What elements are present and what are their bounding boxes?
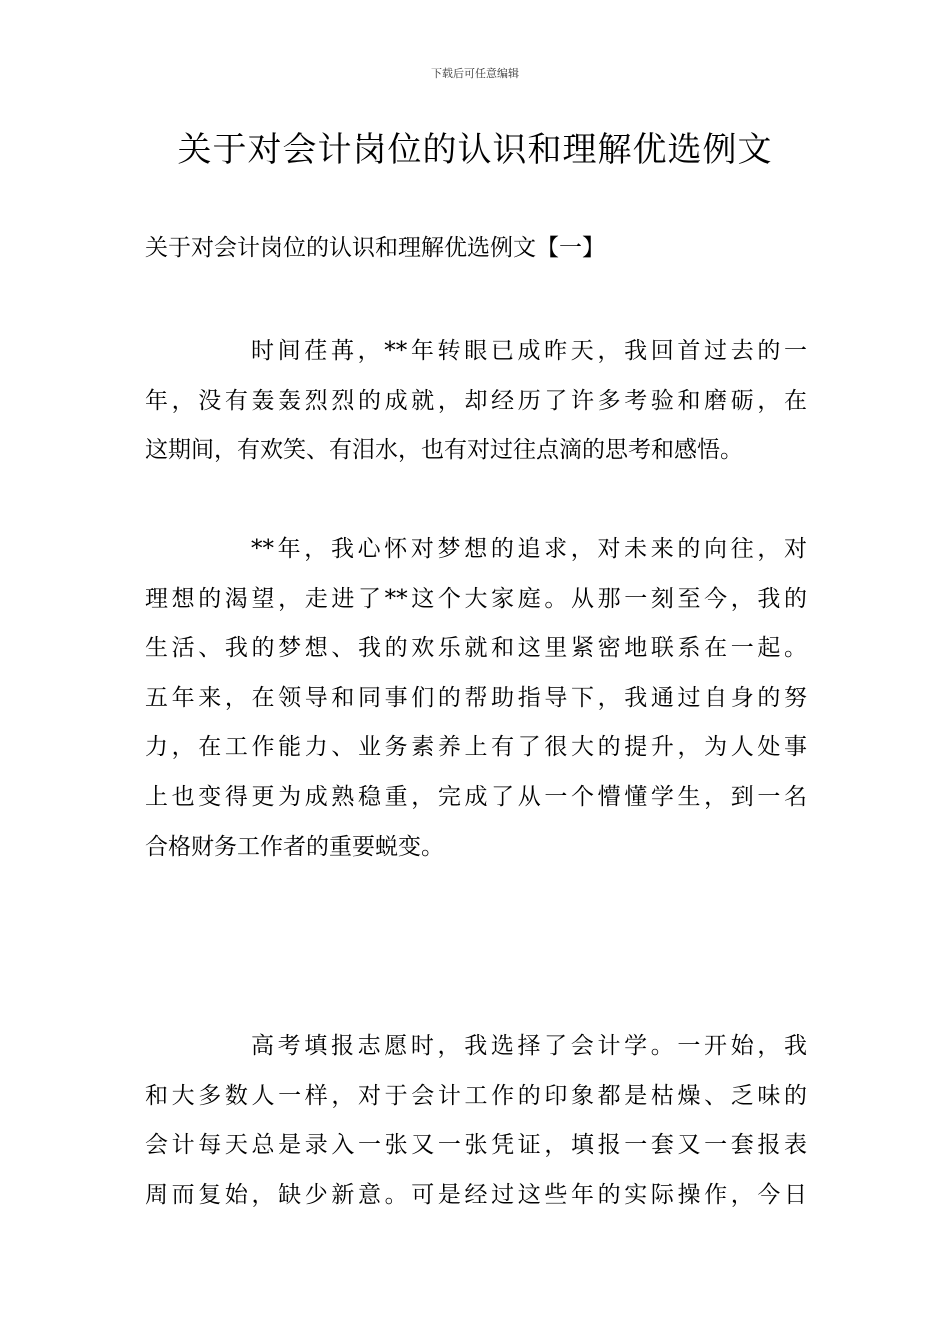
paragraph-line: 力，在工作能力、业务素养上有了很大的提升，为人处事 (145, 734, 807, 761)
paragraph-line: 生活、我的梦想、我的欢乐就和这里紧密地联系在一起。 (145, 635, 807, 662)
paragraph-line: 年，没有轰轰烈烈的成就，却经历了许多考验和磨砺，在 (145, 387, 807, 414)
paragraph-line: **年，我心怀对梦想的追求，对未来的向往，对 (251, 536, 807, 562)
paragraph-line: 会计每天总是录入一张又一张凭证，填报一套又一套报表 (145, 1132, 807, 1159)
paragraph-line: 合格财务工作者的重要蜕变。 (145, 833, 444, 860)
paragraph-line: 时间荏苒，**年转眼已成昨天，我回首过去的一 (251, 338, 807, 364)
header-note: 下载后可任意编辑 (431, 67, 519, 80)
paragraph-line: 上也变得更为成熟稳重，完成了从一个懵懂学生，到一名 (145, 783, 807, 810)
paragraph-line: 和大多数人一样，对于会计工作的印象都是枯燥、乏味的 (145, 1082, 807, 1109)
paragraph-line: 高考填报志愿时，我选择了会计学。一开始，我 (251, 1033, 807, 1059)
paragraph-2 (145, 525, 807, 872)
paragraph-3 (145, 1022, 807, 1220)
paragraph-line: 周而复始，缺少新意。可是经过这些年的实际操作，今日 (145, 1181, 807, 1208)
document-title: 关于对会计岗位的认识和理解优选例文 (177, 130, 773, 170)
paragraph-1 (145, 327, 807, 476)
section-heading: 关于对会计岗位的认识和理解优选例文【一】 (145, 235, 605, 261)
paragraph-line: 五年来，在领导和同事们的帮助指导下，我通过自身的努 (145, 684, 807, 711)
paragraph-line: 这期间，有欢笑、有泪水，也有对过往点滴的思考和感悟。 (145, 437, 743, 464)
paragraph-line: 理想的渴望，走进了**这个大家庭。从那一刻至今，我的 (145, 585, 807, 612)
